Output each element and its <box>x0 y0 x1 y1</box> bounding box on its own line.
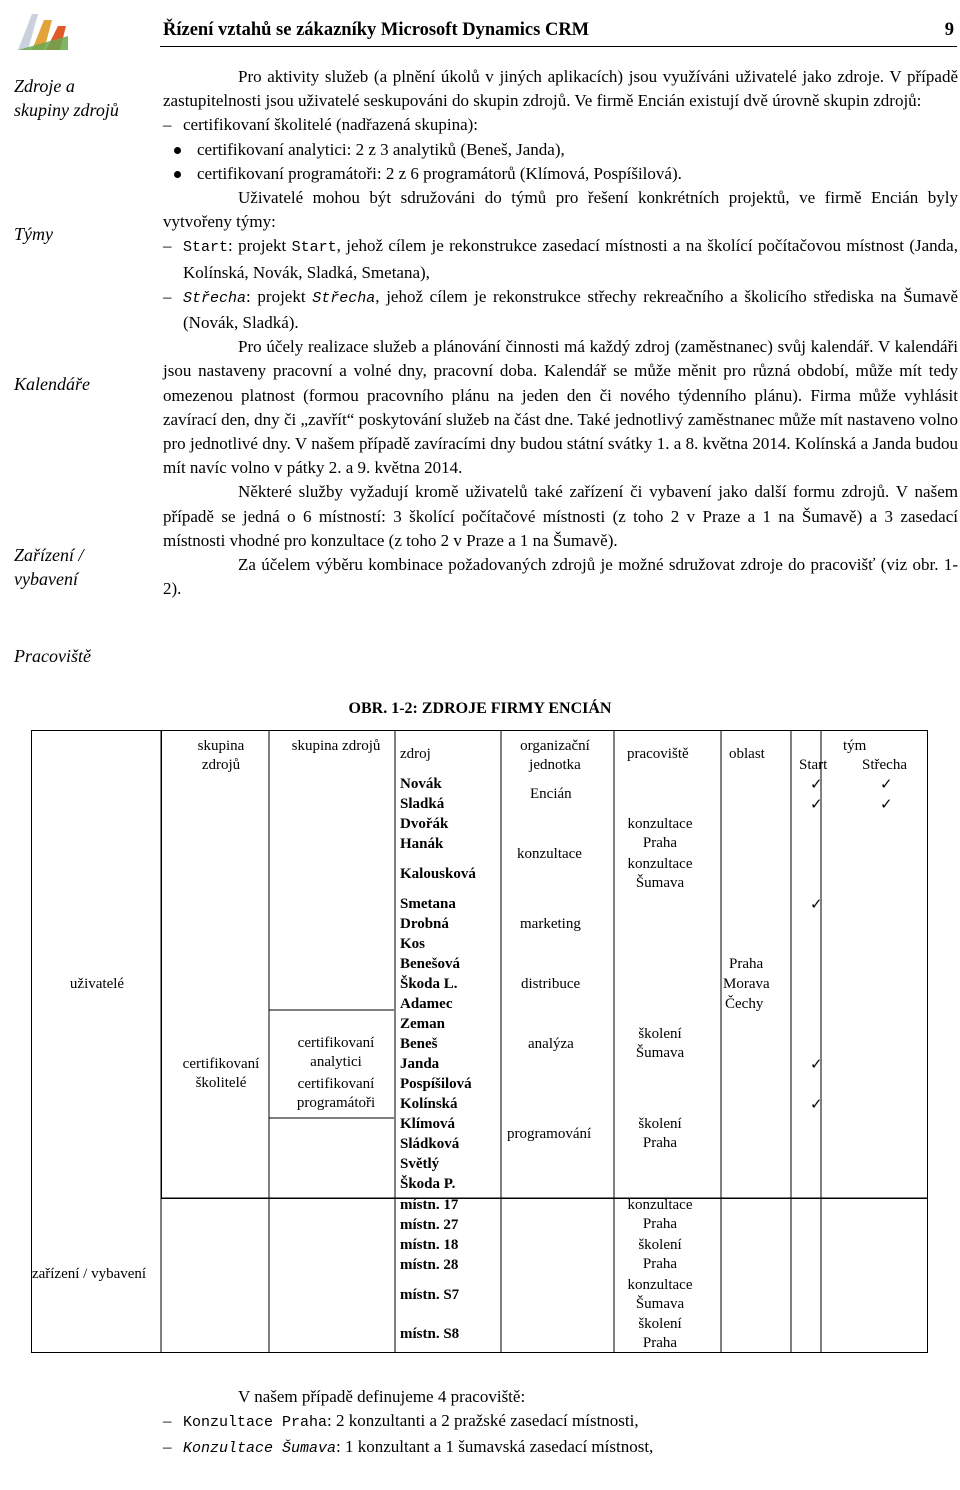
figure-grid <box>31 730 928 1353</box>
row-zeman: Zeman <box>400 1016 445 1032</box>
region-morava: Morava <box>723 976 770 992</box>
text: : 2 konzultanti a 2 pražské zasedací místnosti, <box>327 1411 639 1431</box>
org-distribuce: distribuce <box>521 976 581 992</box>
paragraph-zarizeni: Některé služby vyžadují kromě uživatelů také zařízení či vybavení jako další formu zdrojů. V našem případě se jedná o 6 místností: 3 školící počítačové místnosti (z toho 2 v Praze a 1 na Šumavě) a 3 zasedací místnosti vhodné pro konzultace (z toho 2 v Praze a 1 na Šumavě). <box>163 482 958 550</box>
workplace-konzultace-praha: konzultace Praha <box>627 816 693 851</box>
paragraph-tymy: Uživatelé mohou být sdružováni do týmů pro řešení konkrétních projektů, ve firmě Encián byly vytvořeny týmy: <box>163 188 958 232</box>
page-header <box>163 20 958 41</box>
header-group1: skupina zdrojů <box>197 738 245 773</box>
label-analysts: certifikovaní analytici <box>297 1035 375 1070</box>
margin-label-line: skupiny zdrojů <box>14 100 119 120</box>
paragraph-kalendare: Pro účely realizace služeb a plánování činnosti má každý zdroj (zaměstnanec) svůj kalendář. V kalendáři jsou nastaveny pracovní a volné dny, pracovní doba. Kalendář se může měnit pro různá období, může mít tedy omezenou platnost (formou pracovního plánu na jeden den či nového týdenního plánu). Firma může vyhlásit zavírací den, dny či „zavřít“ poskytování služeb na část dne. Také jednotlivý zaměstnanec může mít nastaveno volno pro jednotlivé dny. V našem případě zavíracími dny budou státní svátky 1. a 8. května 2014. Kolínská a Janda budou mít navíc volno v pátky 2. a 9. května 2014. <box>163 337 958 478</box>
term: Střecha <box>183 289 247 307</box>
row-smetana: Smetana <box>400 896 456 912</box>
dash-item-start <box>163 234 958 284</box>
paragraph-workplaces: V našem případě definujeme 4 pracoviště: <box>238 1387 526 1406</box>
check-novak-start: ✓ <box>810 777 823 793</box>
row-sladka: Sladká <box>400 796 445 812</box>
header-group2: skupina zdrojů <box>291 738 381 754</box>
workplace-konzultace-sumava-2: konzultace Šumava <box>627 1277 693 1312</box>
row-kalouskova: Kalousková <box>400 866 476 882</box>
term: Start <box>291 239 337 257</box>
check-sladka-start: ✓ <box>810 797 823 813</box>
header-org: organizační jednotka <box>520 738 590 773</box>
text: , jehož cílem je rekonstrukce zasedací místnosti a na školící počítačovou místnost (Janda, Kolínská, Novák, Sladká, Smetana), <box>183 236 958 282</box>
workplace-konzultace-praha-2: konzultace Praha <box>627 1197 693 1232</box>
workplace-skoleni-praha: školení Praha <box>638 1116 682 1151</box>
page-number: 9 <box>944 20 954 40</box>
region-praha: Praha <box>729 956 764 972</box>
header-zdroj: zdroj <box>400 746 431 762</box>
figure-caption: OBR. 1-2: ZDROJE FIRMY ENCIÁN <box>348 700 612 717</box>
check-novak-strecha: ✓ <box>880 777 893 793</box>
row-adamec: Adamec <box>400 996 453 1012</box>
row-mistn-18: místn. 18 <box>400 1237 459 1253</box>
margin-label-line: vybavení <box>14 569 78 589</box>
bullet-item: certifikovaní programátoři: 2 z 6 programátorů (Klímová, Pospíšilová). <box>163 162 958 186</box>
header-pracoviste: pracoviště <box>627 746 689 762</box>
body-text <box>163 65 958 601</box>
paragraph-pracoviste: Za účelem výběru kombinace požadovaných zdrojů je možné sdružovat zdroje do pracovišť (viz obr. 1-2). <box>163 555 958 599</box>
row-sladkova: Sládková <box>400 1136 460 1152</box>
text: : projekt <box>228 236 292 256</box>
margin-label-line: Zdroje a <box>14 76 75 96</box>
margin-label-line: Kalendáře <box>14 374 90 394</box>
row-mistn-27: místn. 27 <box>400 1217 459 1233</box>
text: , jehož cílem je rekonstrukce střechy rekreačního a školicího střediska na Šumavě (Novák, Sladká). <box>183 286 958 333</box>
row-mistn-s8: místn. S8 <box>400 1326 460 1342</box>
header-start: Start <box>799 757 828 773</box>
row-pospisilova: Pospíšilová <box>400 1076 472 1092</box>
closing-text <box>163 1385 958 1462</box>
margin-label-line: Pracoviště <box>14 646 91 666</box>
workplace-skoleni-sumava: školení Šumava <box>635 1026 685 1061</box>
org-konzultace: konzultace <box>517 846 582 862</box>
org-programovani: programování <box>507 1126 592 1142</box>
workplace-skoleni-praha-2: školení Praha <box>638 1237 682 1272</box>
workplace-konzultace-sumava: konzultace Šumava <box>627 856 693 891</box>
row-mistn-s7: místn. S7 <box>400 1287 460 1303</box>
resources-figure <box>31 730 928 1353</box>
term: Střecha <box>312 289 376 307</box>
term: Konzultace Šumava <box>183 1440 337 1458</box>
header-rule <box>160 46 957 47</box>
row-janda: Janda <box>400 1056 440 1072</box>
row-klimova: Klímová <box>400 1116 455 1132</box>
row-kolinska: Kolínská <box>400 1096 458 1112</box>
org-analyza: analýza <box>528 1036 574 1052</box>
margin-label-line: Zařízení / <box>14 545 84 565</box>
dash-item-konzultace-sumava <box>163 1435 958 1461</box>
dash-item: – certifikovaní školitelé (nadřazená skupina): <box>163 113 958 137</box>
margin-label-kalendare <box>14 372 154 396</box>
margin-label-line: Týmy <box>14 224 53 244</box>
row-benes: Beneš <box>400 1036 438 1052</box>
dash-item-strecha <box>163 285 958 335</box>
term: Konzultace Praha <box>183 1414 328 1432</box>
row-mistn-17: místn. 17 <box>400 1197 459 1213</box>
check-smetana-start: ✓ <box>810 897 823 913</box>
label-programmers: certifikovaní programátoři <box>296 1076 376 1111</box>
dash-item-konzultace-praha <box>163 1409 958 1435</box>
label-devices: zařízení / vybavení <box>31 1266 147 1282</box>
row-mistn-28: místn. 28 <box>400 1257 459 1273</box>
margin-label-tymy <box>14 222 154 246</box>
microsoft-dynamics-logo-icon <box>14 6 70 52</box>
region-cechy: Čechy <box>725 996 764 1012</box>
row-dvorak: Dvořák <box>400 816 449 832</box>
row-skoda-l: Škoda L. <box>400 976 458 992</box>
row-novak: Novák <box>400 776 442 792</box>
header-oblast: oblast <box>729 746 765 762</box>
row-svetly: Světlý <box>400 1156 440 1172</box>
margin-label-pracoviste <box>14 644 154 668</box>
row-hanak: Hanák <box>400 836 444 852</box>
paragraph-zdroje: Pro aktivity služeb (a plnění úkolů v jiných aplikacích) jsou využíváni uživatelé jako zdroje. V případě zastupitelnosti jsou uživatelé seskupováni do skupin zdrojů. Ve firmě Encián existují dvě úrovně skupin zdrojů: <box>163 67 958 111</box>
text: : 1 konzultant a 1 šumavská zasedací místnost, <box>336 1437 654 1457</box>
header-tym: tým <box>843 738 867 754</box>
check-sladka-strecha: ✓ <box>880 797 893 813</box>
header-strecha: Střecha <box>862 757 907 773</box>
label-users: uživatelé <box>69 976 125 992</box>
check-kolinska-start: ✓ <box>810 1097 823 1113</box>
row-drobna: Drobná <box>400 916 449 932</box>
workplace-skoleni-praha-3: školení Praha <box>638 1316 682 1351</box>
header-title: Řízení vztahů se zákazníky Microsoft Dynamics CRM <box>163 20 590 40</box>
margin-label-zarizeni <box>14 543 154 591</box>
text: : projekt <box>246 286 313 306</box>
margin-label-zdroje <box>14 74 154 122</box>
org-encian: Encián <box>530 786 572 802</box>
bullet-item: certifikovaní analytici: 2 z 3 analytiků (Beneš, Janda), <box>163 138 958 162</box>
label-school: certifikovaní školitelé <box>182 1056 260 1091</box>
row-kos: Kos <box>400 936 426 952</box>
row-benesova: Benešová <box>400 956 460 972</box>
row-skoda-p: Škoda P. <box>400 1176 456 1192</box>
check-janda-start: ✓ <box>810 1057 823 1073</box>
term: Start <box>183 239 229 257</box>
org-marketing: marketing <box>520 916 581 932</box>
